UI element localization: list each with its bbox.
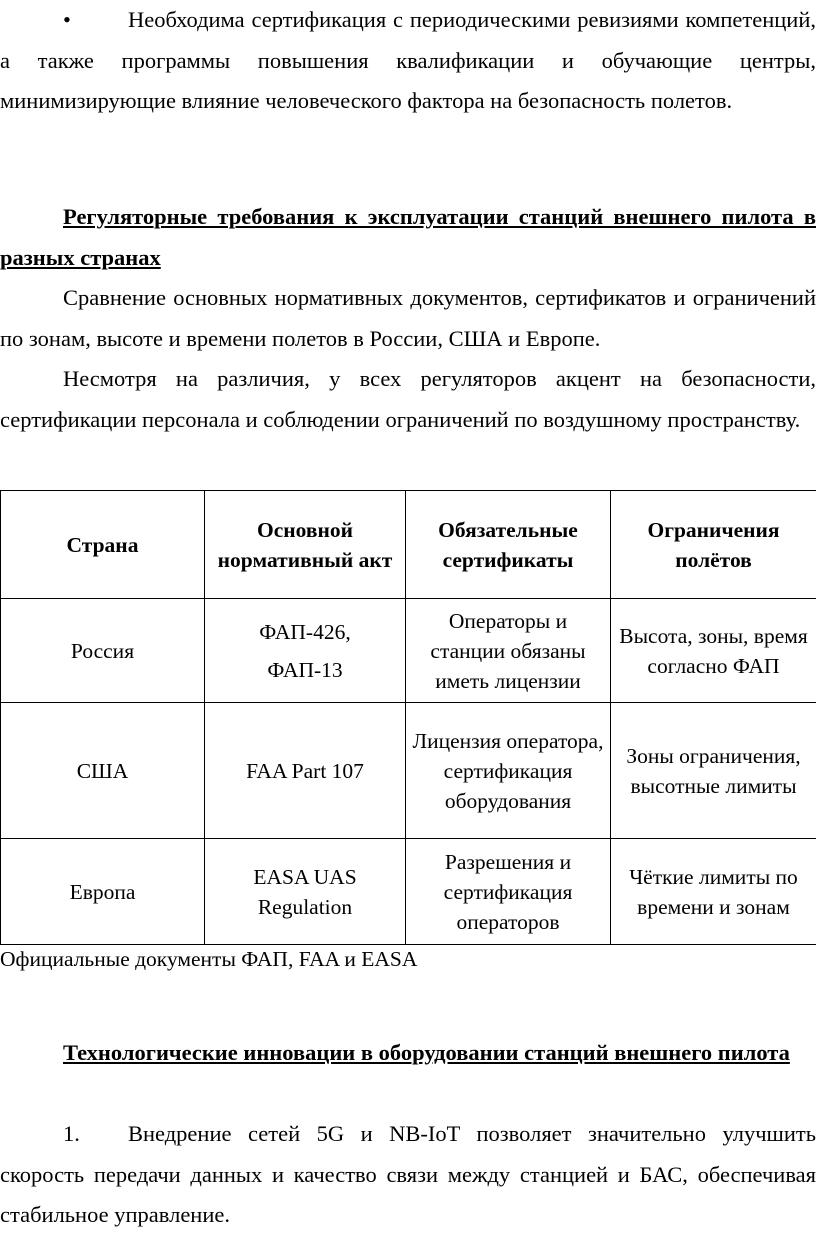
header-country: Страна — [1, 491, 205, 599]
cell-certs: Лицензия оператора, сертификация оборудования — [406, 703, 611, 839]
header-certs: Обязательные сертификаты — [406, 491, 611, 599]
paragraph-differences: Несмотря на различия, у всех регуляторов акцент на безопасности, сертификации персонала и соблюдении ограничений по воздушному пространству. — [0, 366, 816, 432]
cell-act: EASA UAS Regulation — [205, 839, 406, 945]
table-row — [1, 839, 816, 945]
item-number: 1. — [63, 1121, 80, 1146]
cell-limits: Высота, зоны, время согласно ФАП — [611, 599, 816, 703]
cell-act: FAA Part 107 — [205, 703, 406, 839]
item-text: Внедрение сетей 5G и NB-IoT позволяет значительно улучшить скорость передачи данных и качество связи между станцией и БАС, обеспечивая стабильное управление. — [0, 1121, 816, 1227]
section-heading-innovations: Технологические инновации в оборудовании станций внешнего пилота — [63, 1040, 790, 1065]
table-row — [1, 599, 816, 703]
cell-country: Европа — [1, 839, 205, 945]
cell-act — [205, 599, 406, 703]
cell-country: Россия — [1, 599, 205, 703]
cell-act-line2: ФАП-13 — [267, 657, 343, 682]
cell-certs: Операторы и станции обязаны иметь лицензии — [406, 599, 611, 703]
table-header-row — [1, 491, 816, 599]
table-caption: Официальные документы ФАП, FAA и EASA — [0, 947, 418, 971]
paragraph-comparison: Сравнение основных нормативных документов, сертификатов и ограничений по зонам, высоте и времени полетов в России, США и Европе. — [0, 285, 816, 351]
header-act: Основной нормативный акт — [205, 491, 406, 599]
intro-bullet-paragraph — [0, 0, 816, 122]
table-row — [1, 703, 816, 839]
cell-country: США — [1, 703, 205, 839]
cell-act-line1: ФАП-426, — [259, 619, 351, 644]
cell-limits: Зоны ограничения, высотные лимиты — [611, 703, 816, 839]
header-limits: Ограничения полётов — [611, 491, 816, 599]
cell-certs: Разрешения и сертификация операторов — [406, 839, 611, 945]
section-heading-regulatory: Регуляторные требования к эксплуатации станций внешнего пилота в разных странах — [0, 204, 816, 270]
bullet-icon: • — [63, 7, 71, 32]
intro-bullet-text: Необходима сертификация с периодическими ревизиями компетенций, а также программы повышения квалификации и обучающие центры, минимизирующие влияние человеческого фактора на безопасность полетов. — [0, 7, 816, 113]
regulation-table — [0, 490, 816, 945]
numbered-item-1 — [0, 1114, 816, 1236]
cell-limits: Чёткие лимиты по времени и зонам — [611, 839, 816, 945]
